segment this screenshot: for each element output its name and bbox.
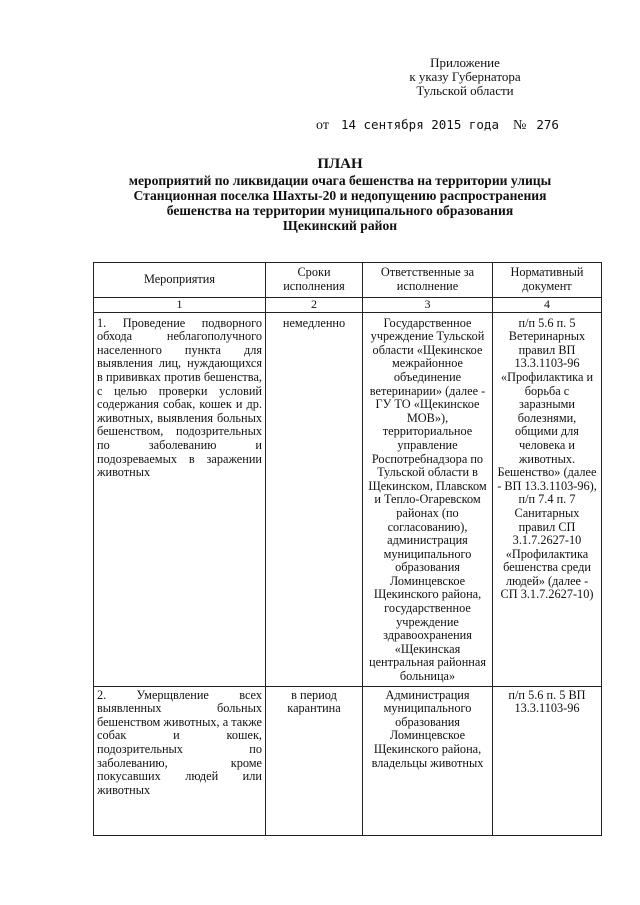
table-header-row <box>94 263 602 298</box>
plan-subtitle-line-1: мероприятий по ликвидации очага бешенства на территории улицы <box>128 173 552 188</box>
action-cell: 2. Умерщвление всех выявленных больных бешенством животных, а также собак и кошек, подозрительных по заболеванию, кроме покусавших людей или животных <box>94 686 266 835</box>
plan-subtitle-line-4: Щекинский район <box>282 218 398 233</box>
decree-line <box>316 117 559 134</box>
plan-table <box>93 262 602 836</box>
table-column-number-row <box>94 298 602 313</box>
column-header-terms: Сроки исполнения <box>266 263 363 298</box>
responsible-cell: Администрация муниципального образования Ломинцевское Щекинского района, владельцы животных <box>363 686 493 835</box>
table-row <box>94 312 602 686</box>
column-header-responsible: Ответственные за исполнение <box>363 263 493 298</box>
appendix-title: Приложение <box>430 55 500 70</box>
plan-title: ПЛАН <box>317 156 363 172</box>
action-cell: 1. Проведение подворного обхода неблагополучного населенного пункта для выявления лиц, нуждающихся в прививках против бешенства, с целью проверки условий содержания собак, кошек и др. животных, выявления больных бешенством, подозрительных по заболеванию и подозреваемых в заражении животных <box>94 312 266 686</box>
appendix-line-decree: к указу Губернатора <box>409 69 521 84</box>
column-number: 3 <box>363 298 493 313</box>
column-header-actions: Мероприятия <box>94 263 266 298</box>
term-cell: в период карантина <box>266 686 363 835</box>
column-header-document: Нормативный документ <box>493 263 602 298</box>
table-row <box>94 686 602 835</box>
plan-subtitle-line-2: Станционная поселка Шахты-20 и недопущению распространения <box>133 188 547 203</box>
document-cell: п/п 5.6 п. 5 Ветеринарных правил ВП 13.3.1103-96 «Профилактика и борьба с заразными болезнями, общими для человека и животных. Бешенство» (далее - ВП 13.3.1103-96), п/п 7.4 п. 7 Санитарных правил СП 3.1.7.2627-10 «Профилактика бешенства среди людей» (далее - СП 3.1.7.2627-10) <box>493 312 602 686</box>
column-number: 2 <box>266 298 363 313</box>
decree-number-label: № <box>512 118 527 133</box>
column-number: 1 <box>94 298 266 313</box>
plan-heading <box>90 157 590 233</box>
decree-number: 276 <box>536 117 559 132</box>
document-cell: п/п 5.6 п. 5 ВП 13.3.1103-96 <box>493 686 602 835</box>
plan-subtitle-line-3: бешенства на территории муниципального образования <box>166 203 514 218</box>
decree-from-label: от <box>316 118 329 133</box>
responsible-cell: Государственное учреждение Тульской области «Щекинское межрайонное объединение ветеринарии» (далее - ГУ ТО «Щекинское МОВ»), территориальное управление Роспотребнадзора по Тульской области в Щекинском, Плавском и Тепло-Огаревском районах (по согласованию), администрация муниципального образования Ломинцевское Щекинского района, государственное учреждение здравоохранения «Щекинская центральная районная больница» <box>363 312 493 686</box>
appendix-block <box>380 56 550 98</box>
term-cell: немедленно <box>266 312 363 686</box>
column-number: 4 <box>493 298 602 313</box>
decree-date: 14 сентября 2015 года <box>340 117 499 132</box>
appendix-line-region: Тульской области <box>416 83 514 98</box>
